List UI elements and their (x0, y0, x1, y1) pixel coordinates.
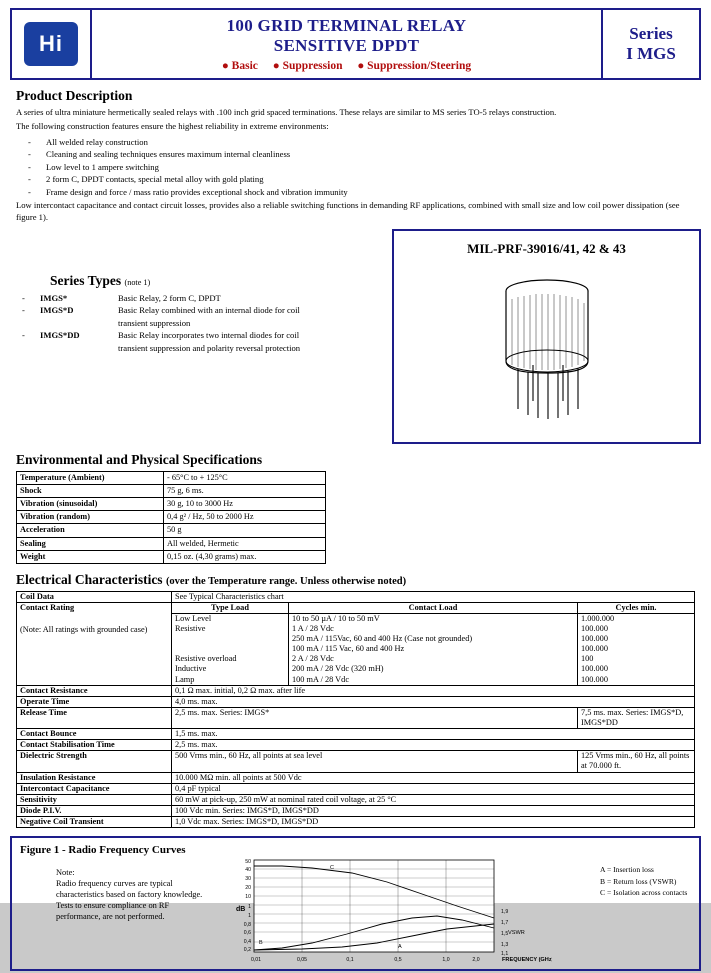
legend-item-c: C = Isolation across contacts (600, 887, 688, 897)
product-feature-list (16, 136, 695, 198)
electrical-table (16, 591, 695, 828)
env-value: All welded, Hermetic (164, 537, 326, 550)
svg-text:1,3: 1,3 (501, 942, 509, 949)
rating-load: 250 mA / 115Vac, 60 and 400 Hz (Case not grounded) (289, 634, 578, 644)
env-label: Vibration (random) (17, 511, 164, 524)
brand-logo (12, 10, 92, 78)
col-contact-load: Contact Load (289, 602, 578, 613)
figure-note-body: Radio frequency curves are typical characteristics based on factory knowledge. Tests to ensure compliance on RF performance, are not performed. (56, 879, 203, 921)
spec-value: 0,1 Ω max. initial, 0,2 Ω max. after life (172, 685, 695, 696)
table-row (17, 471, 326, 484)
header-subtitle (216, 60, 477, 72)
series-desc: Basic Relay combined with an internal diode for coil (118, 305, 300, 316)
svg-text:0,05: 0,05 (296, 957, 308, 964)
col-type-load: Type Load (172, 602, 289, 613)
series-value: I MGS (626, 44, 676, 63)
legend-item-a: A = Insertion loss (600, 865, 654, 875)
svg-text:10: 10 (245, 894, 251, 901)
list-item (10, 329, 382, 341)
header-title-block (92, 10, 601, 78)
list-item: - Low level to 1 ampere switching (16, 161, 695, 173)
title-line-2: SENSITIVE DPDT (273, 36, 420, 55)
rating-cycles: 100.000 (578, 634, 695, 644)
series-desc: Basic Relay incorporates two internal diodes for coil (118, 330, 300, 341)
series-badge (601, 10, 699, 78)
table-row (17, 794, 695, 805)
rating-cycles: 1.000.000 (578, 613, 695, 624)
contact-rating-cell (17, 602, 172, 685)
rating-type: Inductive (172, 664, 289, 674)
product-description-heading: Product Description (16, 88, 133, 103)
subtitle-item-suppression: ● Suppression (272, 59, 343, 72)
list-item (10, 292, 382, 304)
table-row (17, 537, 326, 550)
env-label: Vibration (sinusoidal) (17, 498, 164, 511)
svg-text:C: C (330, 865, 334, 872)
svg-text:FREQUENCY (GHz): FREQUENCY (GHz) (502, 957, 552, 964)
rating-cycles: 100.000 (578, 624, 695, 634)
col-cycles: Cycles min. (578, 602, 695, 613)
svg-text:1,0: 1,0 (442, 957, 450, 964)
env-value: - 65°C to + 125°C (164, 471, 326, 484)
environmental-heading: Environmental and Physical Specifications (16, 451, 263, 467)
svg-text:0,6: 0,6 (243, 930, 251, 937)
coil-data-value: See Typical Characteristics chart (172, 591, 695, 602)
table-row (17, 696, 695, 707)
svg-text:1,5: 1,5 (501, 931, 509, 938)
rating-type (172, 634, 289, 644)
env-value: 0,15 oz. (4,30 grams) max. (164, 550, 326, 563)
svg-text:50: 50 (245, 859, 251, 866)
rating-type: Lamp (172, 675, 289, 686)
spec-label: Insulation Resistance (17, 772, 172, 783)
series-types-list (10, 292, 382, 354)
svg-text:1,7: 1,7 (501, 920, 509, 927)
rating-load: 100 mA / 115 Vac, 60 and 400 Hz (289, 644, 578, 654)
list-item: - Cleaning and sealing techniques ensures maximum internal cleanliness (16, 148, 695, 160)
svg-text:0,01: 0,01 (250, 957, 262, 964)
svg-text:1: 1 (248, 913, 251, 920)
svg-text:0,1: 0,1 (346, 957, 354, 964)
env-label: Acceleration (17, 524, 164, 537)
svg-text:0,2: 0,2 (243, 947, 251, 954)
env-value: 0,4 g² / Hz, 50 to 2000 Hz (164, 511, 326, 524)
page-header (10, 8, 701, 80)
spec-value: 1,0 Vdc max. Series: IMGS*D, IMGS*DD (172, 817, 695, 828)
environmental-table (16, 471, 326, 564)
svg-text:0,5: 0,5 (394, 957, 402, 964)
series-name: IMGS*D (40, 305, 74, 316)
table-row (17, 485, 326, 498)
list-item: - Frame design and force / mass ratio provides exceptional shock and vibration immunity (16, 186, 695, 198)
spec-value: 1,5 ms. max. (172, 729, 695, 740)
figure-note-title: Note: (56, 868, 75, 878)
env-value: 75 g, 6 ms. (164, 485, 326, 498)
table-row (17, 772, 695, 783)
spec-label: Operate Time (17, 696, 172, 707)
series-label: Series (629, 24, 673, 43)
table-row (17, 591, 695, 602)
table-row (17, 817, 695, 828)
spec-label: Dielectric Strength (17, 751, 172, 772)
spec-value-2: 125 Vrms min., 60 Hz, all points at 70.000 ft. (578, 751, 695, 772)
table-row (17, 511, 326, 524)
mil-spec-box (392, 229, 701, 444)
legend-item-b: B = Return loss (VSWR) (600, 876, 677, 886)
svg-text:30: 30 (245, 876, 251, 883)
rf-curves-chart (212, 856, 552, 973)
spec-value: 100 Vdc min. Series: IMGS*D, IMGS*DD (172, 805, 695, 816)
table-row (17, 498, 326, 511)
svg-text:2,0: 2,0 (472, 957, 480, 964)
series-name: IMGS*DD (40, 330, 80, 341)
env-value: 30 g, 10 to 3000 Hz (164, 498, 326, 511)
coil-data-label: Coil Data (17, 591, 172, 602)
table-row (17, 805, 695, 816)
table-row (17, 729, 695, 740)
rating-cycles: 100.000 (578, 664, 695, 674)
svg-text:1,1: 1,1 (501, 951, 509, 958)
series-types-block (10, 229, 382, 444)
product-para-2: The following construction features ensure the highest reliability in extreme environments: (16, 121, 329, 132)
env-label: Shock (17, 485, 164, 498)
electrical-title: Electrical Characteristics (16, 571, 163, 587)
series-desc-cont: transient suppression (118, 317, 191, 328)
logo-icon (24, 22, 78, 66)
relay-drawing-icon (472, 269, 622, 421)
electrical-note: (over the Temperature range. Unless otherwise noted) (165, 575, 407, 587)
spec-label: Contact Bounce (17, 729, 172, 740)
rating-cycles: 100 (578, 654, 695, 664)
subtitle-item-basic: ● Basic (221, 59, 258, 72)
series-types-title: Series Types (50, 272, 122, 288)
spec-value: 10.000 MΩ min. all points at 500 Vdc (172, 772, 695, 783)
spec-value: 4,0 ms. max. (172, 696, 695, 707)
spec-value: 60 mW at pick-up, 250 mW at nominal rated coil voltage, at 25 °C (172, 794, 695, 805)
svg-text:B: B (259, 940, 263, 947)
rating-load: 1 A / 28 Vdc (289, 624, 578, 634)
rating-load: 10 to 50 µA / 10 to 50 mV (289, 613, 578, 624)
series-types-heading (50, 273, 382, 289)
svg-text:1: 1 (248, 904, 251, 911)
spec-value: 500 Vrms min., 60 Hz, all points at sea level (172, 751, 578, 772)
rating-cycles: 100.000 (578, 675, 695, 686)
list-item (10, 304, 382, 316)
table-row (17, 550, 326, 563)
list-item: - 2 form C, DPDT contacts, special metal alloy with gold plating (16, 173, 695, 185)
svg-text:dB: dB (236, 906, 246, 914)
env-label: Weight (17, 550, 164, 563)
rating-load: 200 mA / 28 Vdc (320 mH) (289, 664, 578, 674)
series-name: IMGS* (40, 292, 68, 303)
series-desc: Basic Relay, 2 form C, DPDT (118, 292, 221, 303)
list-item: - All welded relay construction (16, 136, 695, 148)
env-label: Sealing (17, 537, 164, 550)
mil-spec-title: MIL-PRF-39016/41, 42 & 43 (467, 240, 626, 256)
spec-value-2: 7,5 ms. max. Series: IMGS*D, IMGS*DD (578, 707, 695, 728)
svg-text:0,4: 0,4 (243, 939, 251, 946)
product-para-3: Low intercontact capacitance and contact circuit losses, provides also a reliable switching functions in demanding RF applications, combined with small size and low coil power dissipation (see figure 1). (16, 200, 680, 222)
series-desc-cont: transient suppression and polarity reversal protection (118, 342, 301, 353)
env-label: Temperature (Ambient) (17, 471, 164, 484)
logo-text: Hi (39, 31, 63, 56)
spec-label: Contact Stabilisation Time (17, 740, 172, 751)
rating-type: Resistive overload (172, 654, 289, 664)
svg-text:20: 20 (245, 885, 251, 892)
title-line-1: 100 GRID TERMINAL RELAY (226, 16, 467, 36)
figure-note (56, 868, 206, 923)
table-row (17, 751, 695, 772)
spec-label: Negative Coil Transient (17, 817, 172, 828)
table-row (17, 685, 695, 696)
rating-cycles: 100.000 (578, 644, 695, 654)
product-para-1: A series of ultra miniature hermetically sealed relays with .100 inch grid spaced terminations. These relays are similar to MS series TO-5 relays construction. (16, 107, 557, 117)
spec-label: Diode P.I.V. (17, 805, 172, 816)
svg-text:1,9: 1,9 (501, 909, 509, 916)
rating-load: 100 mA / 28 Vdc (289, 675, 578, 686)
svg-text:40: 40 (245, 867, 251, 874)
figure-1-box (10, 836, 701, 971)
rating-type (172, 644, 289, 654)
spec-value: 2,5 ms. max. Series: IMGS* (172, 707, 578, 728)
figure-legend (600, 864, 687, 898)
spec-label: Sensitivity (17, 794, 172, 805)
relay-illustration (472, 269, 622, 419)
svg-text:VSWR: VSWR (508, 930, 525, 937)
series-types-note: (note 1) (124, 277, 151, 287)
table-row (17, 707, 695, 728)
rf-chart-svg (212, 856, 552, 968)
spec-value: 2,5 ms. max. (172, 740, 695, 751)
table-row (17, 740, 695, 751)
table-row (17, 602, 695, 613)
contact-rating-note: (Note: All ratings with grounded case) (20, 624, 148, 634)
svg-text:0,8: 0,8 (243, 922, 251, 929)
subtitle-item-suppression-steering: ● Suppression/Steering (357, 59, 472, 72)
electrical-heading (16, 572, 695, 588)
rating-type: Resistive (172, 624, 289, 634)
table-row (17, 524, 326, 537)
rating-load: 2 A / 28 Vdc (289, 654, 578, 664)
spec-label: Release Time (17, 707, 172, 728)
spec-value: 0,4 pF typical (172, 783, 695, 794)
table-row (17, 783, 695, 794)
env-value: 50 g (164, 524, 326, 537)
spec-label: Contact Resistance (17, 685, 172, 696)
spec-label: Intercontact Capacitance (17, 783, 172, 794)
figure-title: Figure 1 - Radio Frequency Curves (20, 844, 186, 857)
svg-text:A: A (398, 944, 402, 951)
contact-rating-label: Contact Rating (20, 602, 75, 612)
rating-type: Low Level (172, 613, 289, 624)
